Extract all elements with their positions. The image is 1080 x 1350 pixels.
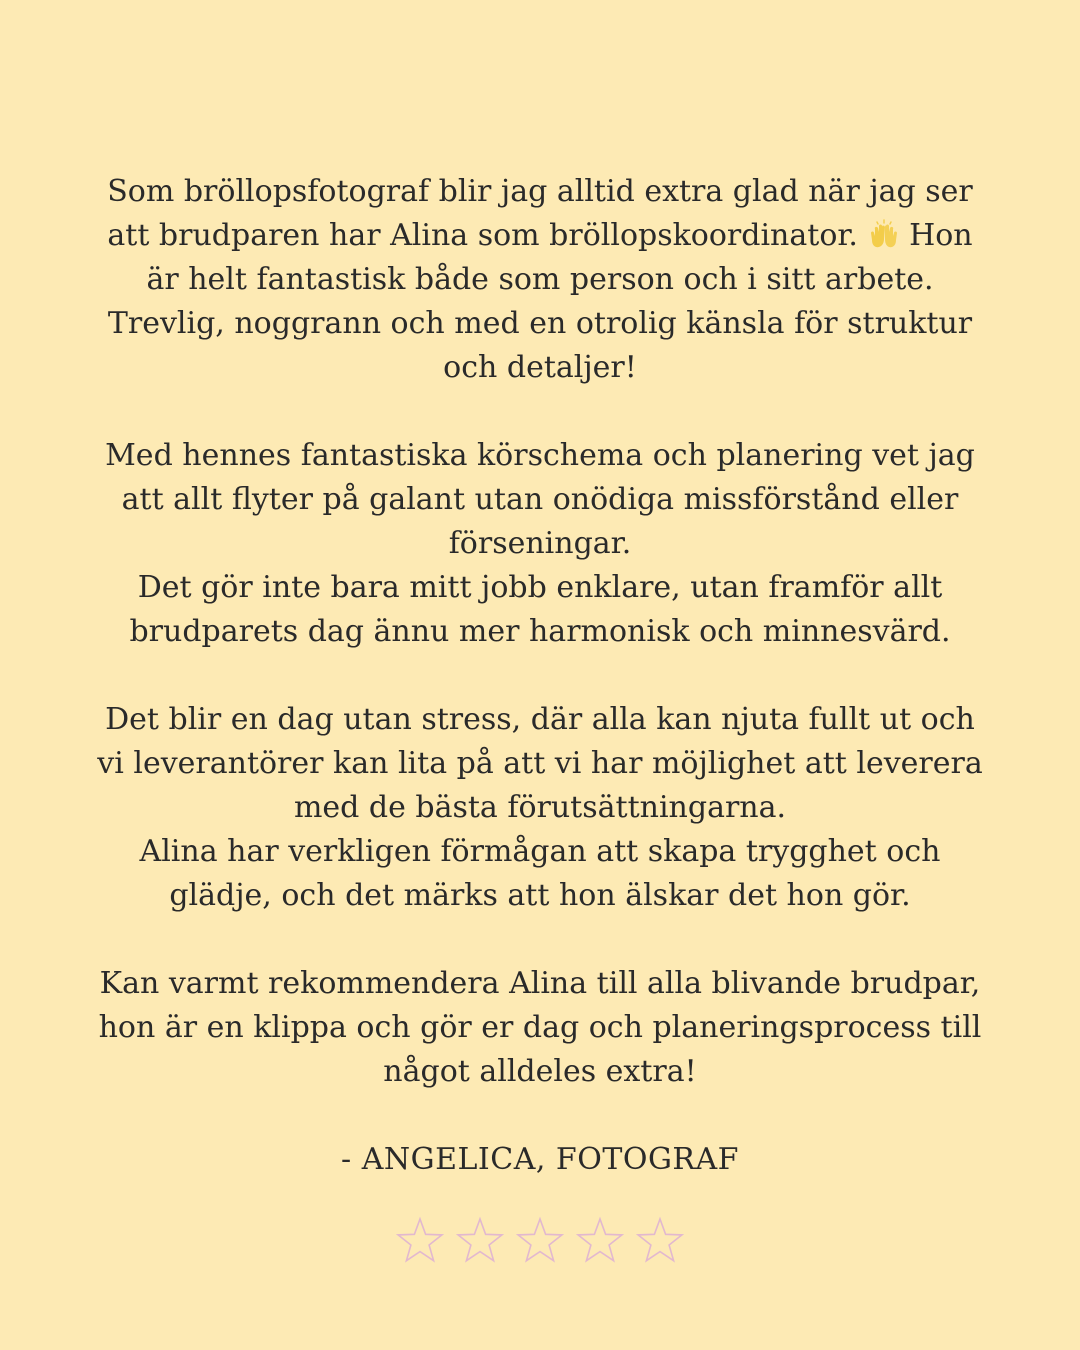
text-line: och detaljer! xyxy=(443,350,637,385)
text-line-with-emoji xyxy=(90,214,990,258)
star-outline-icon xyxy=(576,1216,624,1264)
text-line: är helt fantastisk både som person och i sitt arbete. xyxy=(146,262,934,297)
raising-hands-icon xyxy=(868,219,900,249)
text-line: vi leverantörer kan lita på att vi har möjlighet att leverera xyxy=(97,746,983,781)
testimonial-author: - ANGELICA, FOTOGRAF xyxy=(341,1142,739,1177)
star-outline-icon xyxy=(396,1216,444,1264)
text-line: Som bröllopsfotograf blir jag alltid extra glad när jag ser xyxy=(107,174,973,209)
paragraph-spacer xyxy=(90,390,990,434)
text-line: Trevlig, noggrann och med en otrolig känsla för struktur xyxy=(107,306,973,341)
text-line: Med hennes fantastiska körschema och planering vet jag xyxy=(105,438,975,473)
paragraph-spacer xyxy=(90,654,990,698)
text-line: brudparets dag ännu mer harmonisk och minnesvärd. xyxy=(129,614,951,649)
star-outline-icon xyxy=(636,1216,684,1264)
star-outline-icon xyxy=(456,1216,504,1264)
text-line: förseningar. xyxy=(448,526,632,561)
star-rating xyxy=(0,1216,1080,1270)
paragraph-spacer xyxy=(90,918,990,962)
testimonial-text xyxy=(90,170,990,1094)
text-line: Kan varmt rekommendera Alina till alla blivande brudpar, xyxy=(99,966,981,1001)
text-line: Det blir en dag utan stress, där alla kan njuta fullt ut och xyxy=(105,702,975,737)
star-outline-icon xyxy=(516,1216,564,1264)
testimonial-paragraph-2 xyxy=(90,434,990,654)
text-line: att brudparen har Alina som bröllopskoordinator. xyxy=(107,218,858,253)
text-line: något alldeles extra! xyxy=(383,1054,697,1089)
text-line: Alina har verkligen förmågan att skapa trygghet och xyxy=(139,834,941,869)
text-line: Det gör inte bara mitt jobb enklare, utan framför allt xyxy=(137,570,943,605)
text-line: glädje, och det märks att hon älskar det hon gör. xyxy=(169,878,911,913)
text-line: med de bästa förutsättningarna. xyxy=(293,790,787,825)
testimonial-paragraph-4 xyxy=(90,962,990,1094)
testimonial-paragraph-3 xyxy=(90,698,990,918)
text-line: hon är en klippa och gör er dag och planeringsprocess till xyxy=(98,1010,982,1045)
text-line: att allt flyter på galant utan onödiga missförstånd eller xyxy=(121,482,959,517)
testimonial-paragraph-1 xyxy=(90,170,990,390)
text-line: Hon xyxy=(909,218,973,253)
